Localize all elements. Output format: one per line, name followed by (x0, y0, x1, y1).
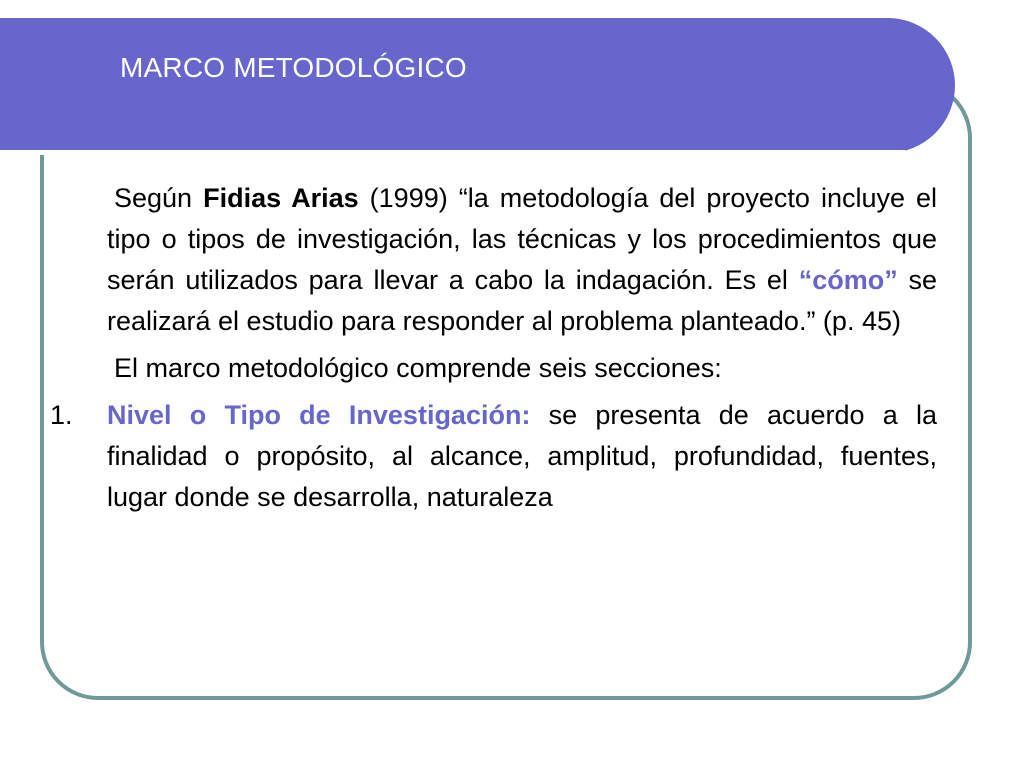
list-item-description: se presenta de acuerdo a la finalidad o propósito, al alcance, amplitud, profundidad, fuentes, lugar donde se desarrolla, naturaleza (107, 400, 937, 512)
list-number: 1. (50, 400, 73, 430)
quote-prefix: Según (114, 183, 204, 213)
header-bar (0, 18, 955, 153)
quote-text: (1999) “la metodología del proyecto incluye el tipo o tipos de investigación, las técnicas y los procedimientos que serán utilizados para llevar a cabo la indagación. Es el (107, 183, 938, 295)
list-item-text (107, 395, 937, 518)
sections-intro: El marco metodológico comprende seis secciones: (114, 353, 722, 383)
quote-paragraph (50, 178, 937, 342)
author-name: Fidias Arias (203, 183, 359, 213)
quote-text-end: se realizará el estudio para responder al problema planteado.” (p. 45) (107, 265, 937, 336)
emphasis-como: “cómo” (798, 265, 898, 295)
slide-title: MARCO METODOLÓGICO (120, 52, 467, 83)
list-item (50, 395, 937, 518)
header-divider-line (0, 150, 905, 155)
slide-body (50, 178, 937, 518)
list-item-heading: Nivel o Tipo de Investigación: (107, 400, 531, 430)
